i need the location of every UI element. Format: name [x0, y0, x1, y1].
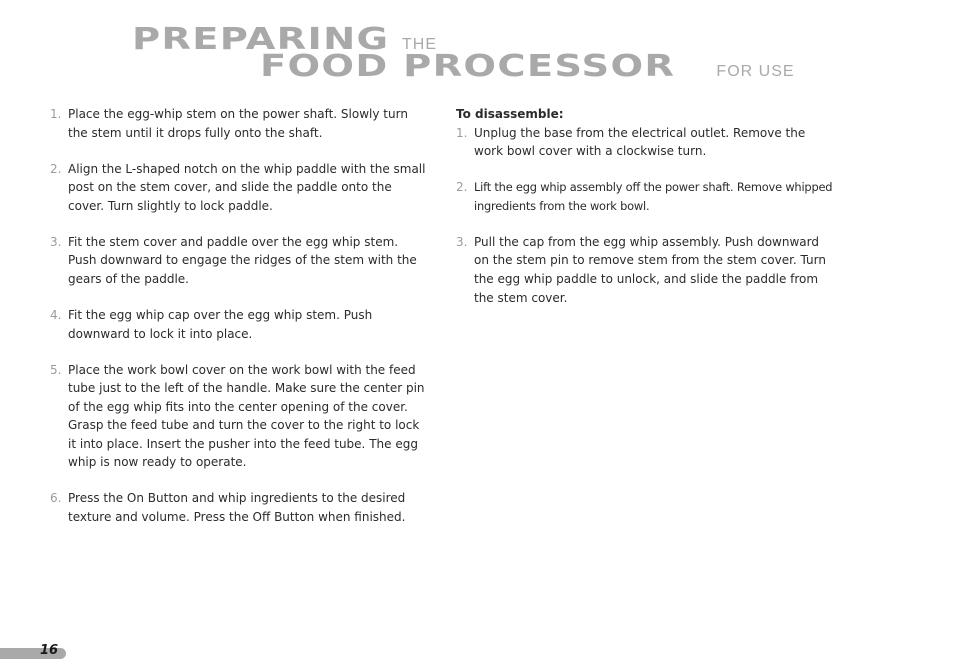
page-number: 16	[40, 643, 59, 658]
list-item	[50, 489, 430, 526]
disassemble-heading: To disassemble:	[456, 107, 564, 121]
list-item	[456, 178, 836, 215]
step-text: Fit the egg whip cap over the egg whip stem. Push downward to lock it into place.	[68, 307, 373, 341]
step-text: Place the egg-whip stem on the power shaft. Slowly turn the stem until it drops fully onto the shaft.	[68, 107, 408, 140]
list-item	[50, 306, 430, 343]
title-for-use: FOR USE	[716, 63, 795, 80]
step-text: Place the work bowl cover on the work bowl with the feed tube just to the left of the handle. Make sure the center pin of the egg whip fits into the center opening of the cover. Grasp the feed tube and turn the cover to the right to lock it into place. Insert the pusher into the feed tube. The egg whip is now ready to operate.	[68, 362, 425, 470]
title-the: THE	[402, 36, 438, 53]
step-number: 3.	[50, 234, 62, 249]
step-number: 3.	[456, 234, 468, 249]
title-preparing: PREPARING	[132, 22, 390, 57]
assembly-steps-list	[50, 105, 430, 527]
assembly-column	[50, 105, 430, 544]
step-number: 1.	[50, 107, 62, 121]
list-item	[50, 105, 430, 142]
step-number: 5.	[50, 362, 62, 377]
list-item	[50, 361, 430, 473]
page-title-line-2	[260, 49, 795, 84]
step-number: 2.	[456, 180, 468, 195]
list-item	[50, 160, 430, 216]
disassemble-steps-list	[456, 124, 836, 308]
list-item	[456, 233, 836, 307]
step-text: Press the On Button and whip ingredients to the desired texture and volume. Press the Off Button when finished.	[68, 491, 406, 525]
step-number: 4.	[50, 307, 62, 322]
step-text: Lift the egg whip assembly off the power shaft. Remove whipped ingredients from the work bowl.	[474, 180, 833, 213]
step-number: 6.	[50, 491, 62, 506]
list-item	[50, 233, 430, 289]
step-text: Unplug the base from the electrical outlet. Remove the work bowl cover with a clockwise turn.	[474, 125, 806, 159]
title-food-processor: FOOD PROCESSOR	[260, 49, 676, 84]
step-number: 2.	[50, 161, 62, 176]
step-text: Fit the stem cover and paddle over the egg whip stem. Push downward to engage the ridges of the stem with the gears of the paddle.	[68, 234, 417, 286]
list-item	[456, 124, 836, 161]
step-text: Pull the cap from the egg whip assembly. Push downward on the stem pin to remove stem from the stem cover. Turn the egg whip paddle to unlock, and slide the paddle from the stem cover.	[474, 234, 826, 305]
disassemble-column	[456, 105, 836, 325]
step-number: 1.	[456, 125, 468, 140]
step-text: Align the L-shaped notch on the whip paddle with the small post on the stem cover, and slide the paddle onto the cover. Turn slightly to lock paddle.	[68, 161, 426, 213]
